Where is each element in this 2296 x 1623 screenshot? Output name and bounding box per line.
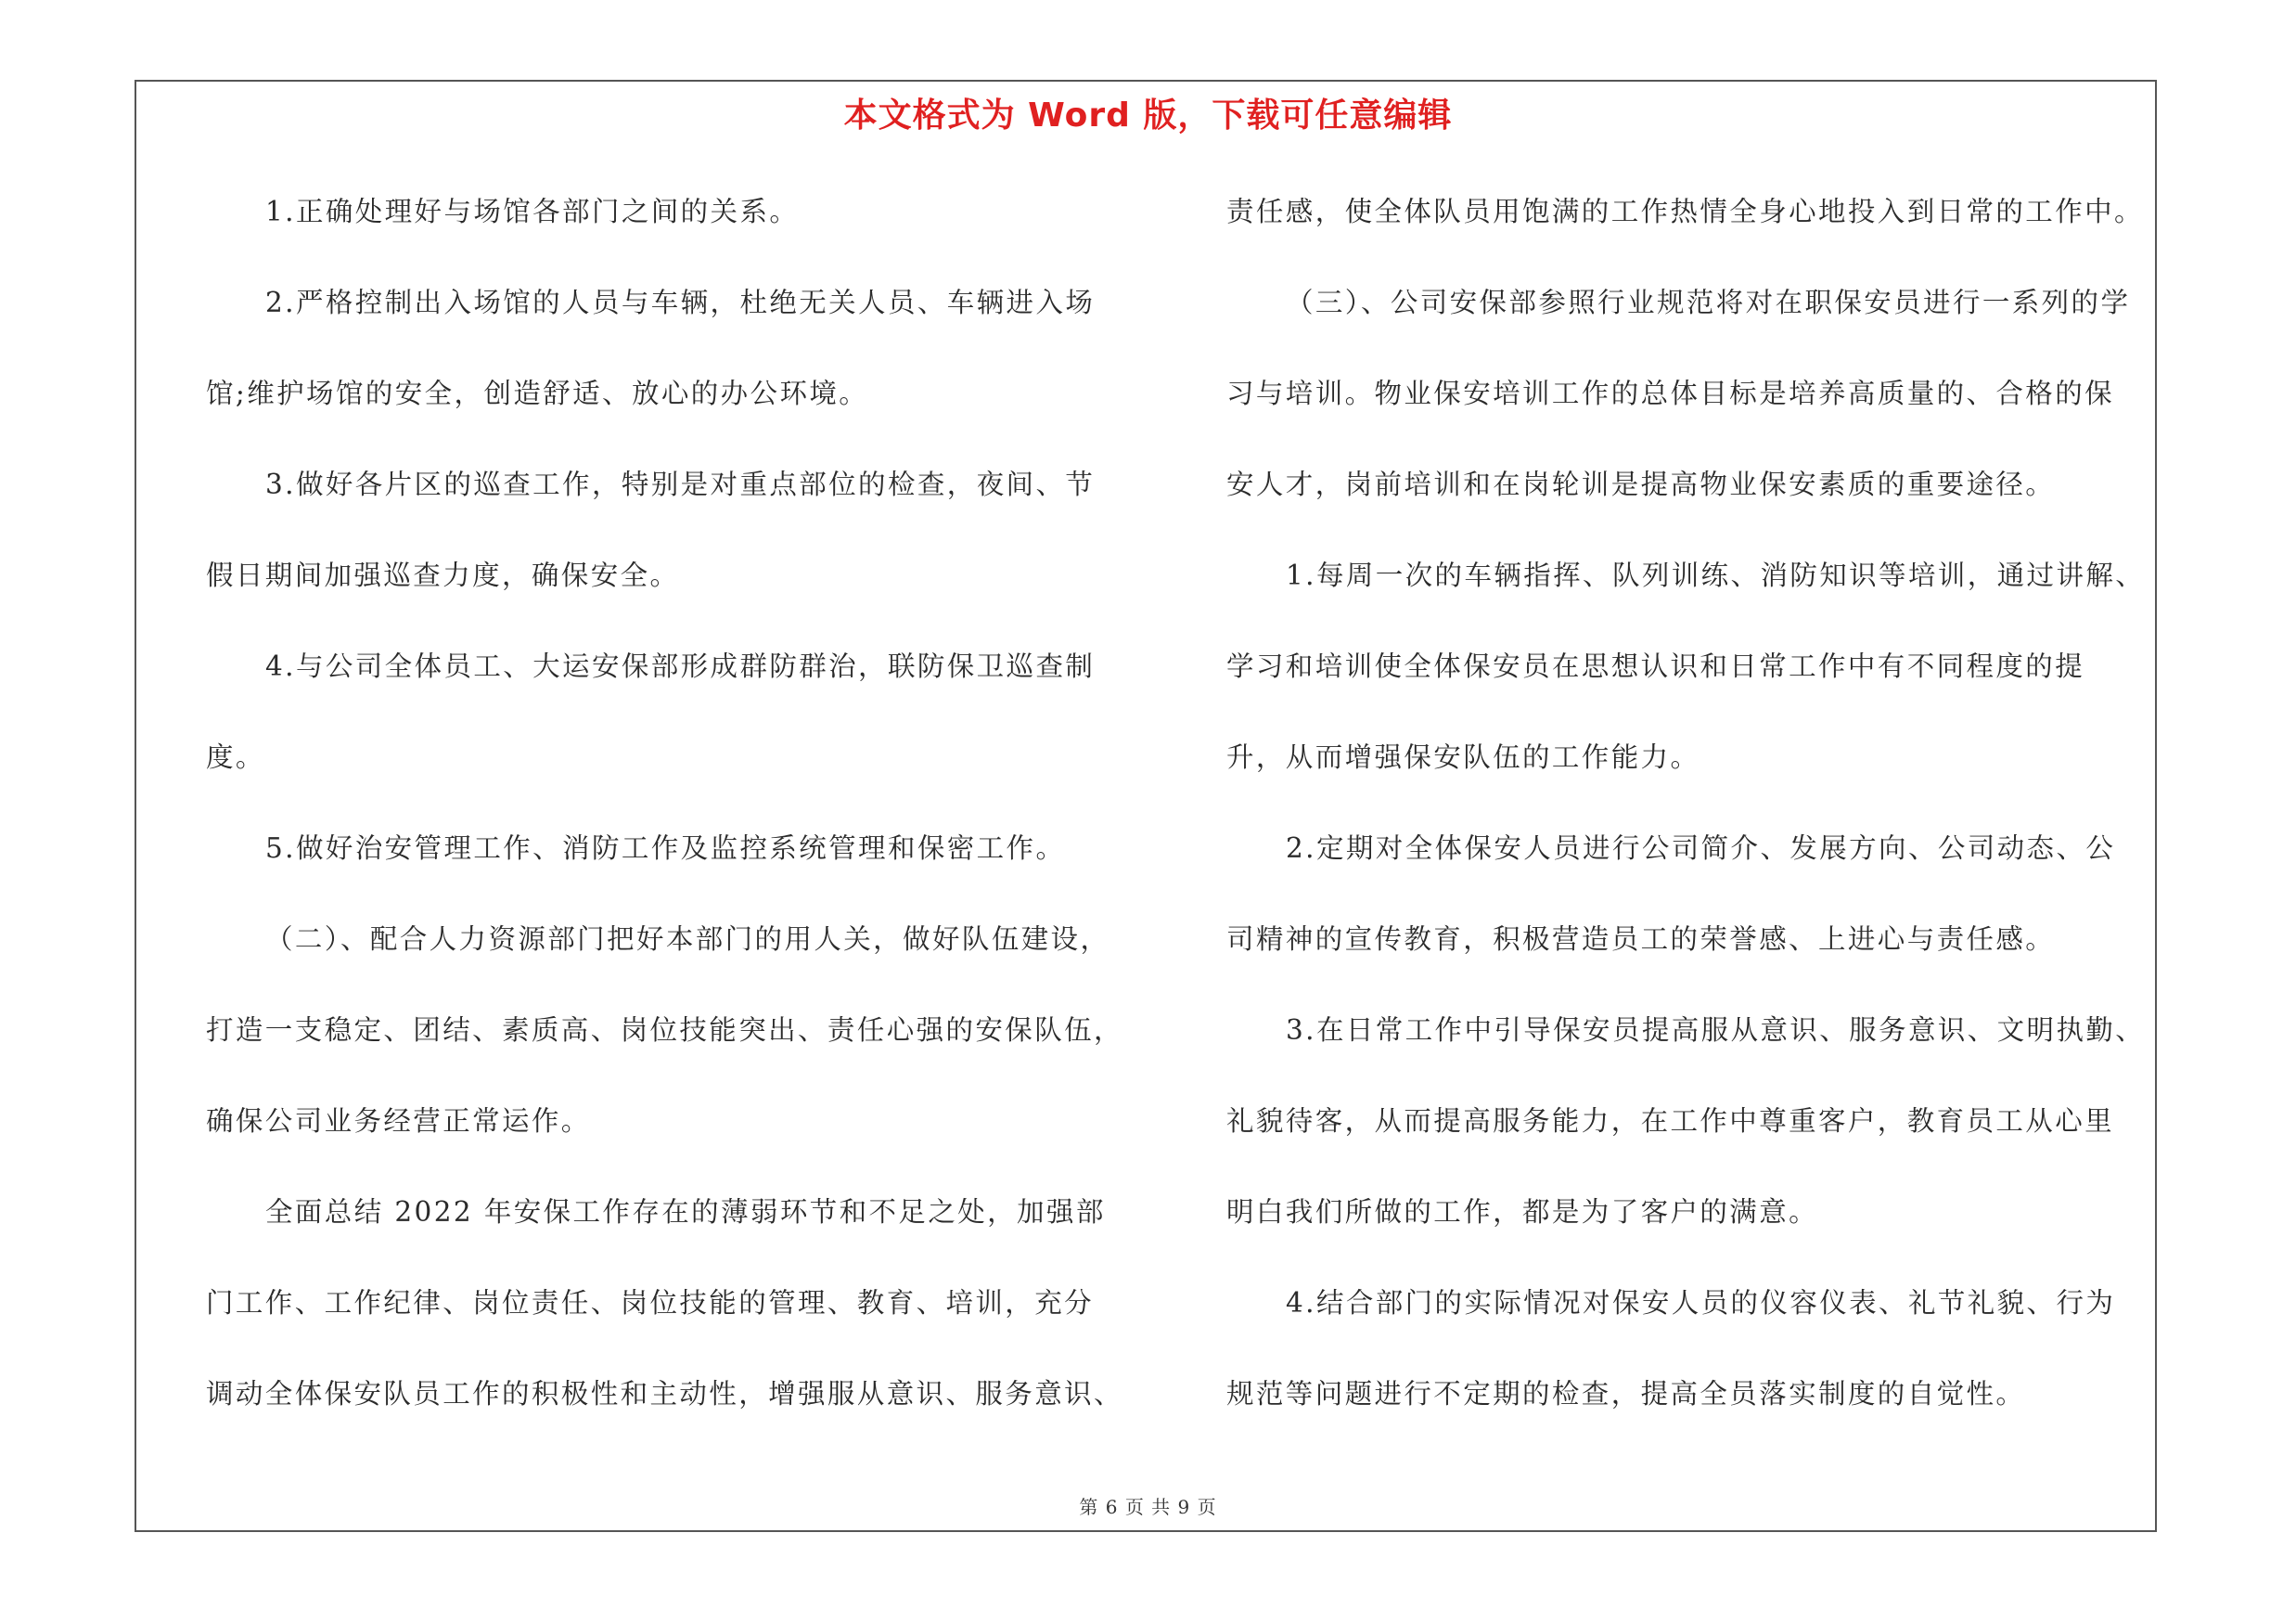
text-line: 度。	[206, 741, 265, 773]
text-line: 假日期间加强巡查力度，确保安全。	[206, 560, 680, 591]
left-text-column	[206, 182, 1123, 1455]
text-line: （二）、配合人力资源部门把好本部门的用人关，做好队伍建设，	[265, 923, 1110, 955]
right-text-column	[1226, 182, 2145, 1455]
text-line: 3.在日常工作中引导保安员提高服从意识、服务意识、文明执勤、	[1286, 1014, 2146, 1046]
text-line: 4.结合部门的实际情况对保安人员的仪容仪表、礼节礼貌、行为	[1286, 1287, 2116, 1319]
page-number: 第 6 页 共 9 页	[1079, 1496, 1217, 1518]
text-line: 明白我们所做的工作，都是为了客户的满意。	[1226, 1196, 1819, 1228]
text-line: 安人才，岗前培训和在岗轮训是提高物业保安素质的重要途径。	[1226, 469, 2056, 500]
text-line: 2.定期对全体保安人员进行公司简介、发展方向、公司动态、公	[1286, 832, 2116, 864]
text-line: 3.做好各片区的巡查工作，特别是对重点部位的检查，夜间、节	[265, 469, 1096, 500]
text-line: 4.与公司全体员工、大运安保部形成群防群治，联防保卫巡查制	[265, 650, 1096, 682]
text-line: 打造一支稳定、团结、素质高、岗位技能突出、责任心强的安保队伍，	[206, 1014, 1123, 1046]
text-line: 馆;维护场馆的安全，创造舒适、放心的办公环境。	[206, 378, 869, 409]
text-line: （三）、公司安保部参照行业规范将对在职保安员进行一系列的学	[1286, 287, 2131, 318]
text-line: 习与培训。物业保安培训工作的总体目标是培养高质量的、合格的保	[1226, 378, 2115, 409]
text-line: 门工作、工作纪律、岗位责任、岗位技能的管理、教育、培训，充分	[206, 1287, 1095, 1319]
text-line: 规范等问题进行不定期的检查，提高全员落实制度的自觉性。	[1226, 1378, 2026, 1410]
text-line: 全面总结 2022 年安保工作存在的薄弱环节和不足之处，加强部	[265, 1196, 1106, 1228]
text-line: 礼貌待客，从而提高服务能力，在工作中尊重客户，教育员工从心里	[1226, 1105, 2115, 1137]
text-line: 学习和培训使全体保安员在思想认识和日常工作中有不同程度的提	[1226, 650, 2085, 682]
text-line: 司精神的宣传教育，积极营造员工的荣誉感、上进心与责任感。	[1226, 923, 2056, 955]
format-notice-banner: 本文格式为 Word 版，下载可任意编辑	[843, 97, 1453, 135]
text-line: 2.严格控制出入场馆的人员与车辆，杜绝无关人员、车辆进入场	[265, 287, 1096, 318]
text-line: 确保公司业务经营正常运作。	[206, 1105, 591, 1137]
text-line: 调动全体保安队员工作的积极性和主动性，增强服从意识、服务意识、	[206, 1378, 1123, 1410]
text-line: 1.正确处理好与场馆各部门之间的关系。	[265, 196, 800, 227]
text-line: 1.每周一次的车辆指挥、队列训练、消防知识等培训，通过讲解、	[1286, 560, 2146, 591]
text-line: 升，从而增强保安队伍的工作能力。	[1226, 741, 1700, 773]
text-line: 责任感，使全体队员用饱满的工作热情全身心地投入到日常的工作中。	[1226, 196, 2144, 227]
text-line: 5.做好治安管理工作、消防工作及监控系统管理和保密工作。	[265, 832, 1066, 864]
